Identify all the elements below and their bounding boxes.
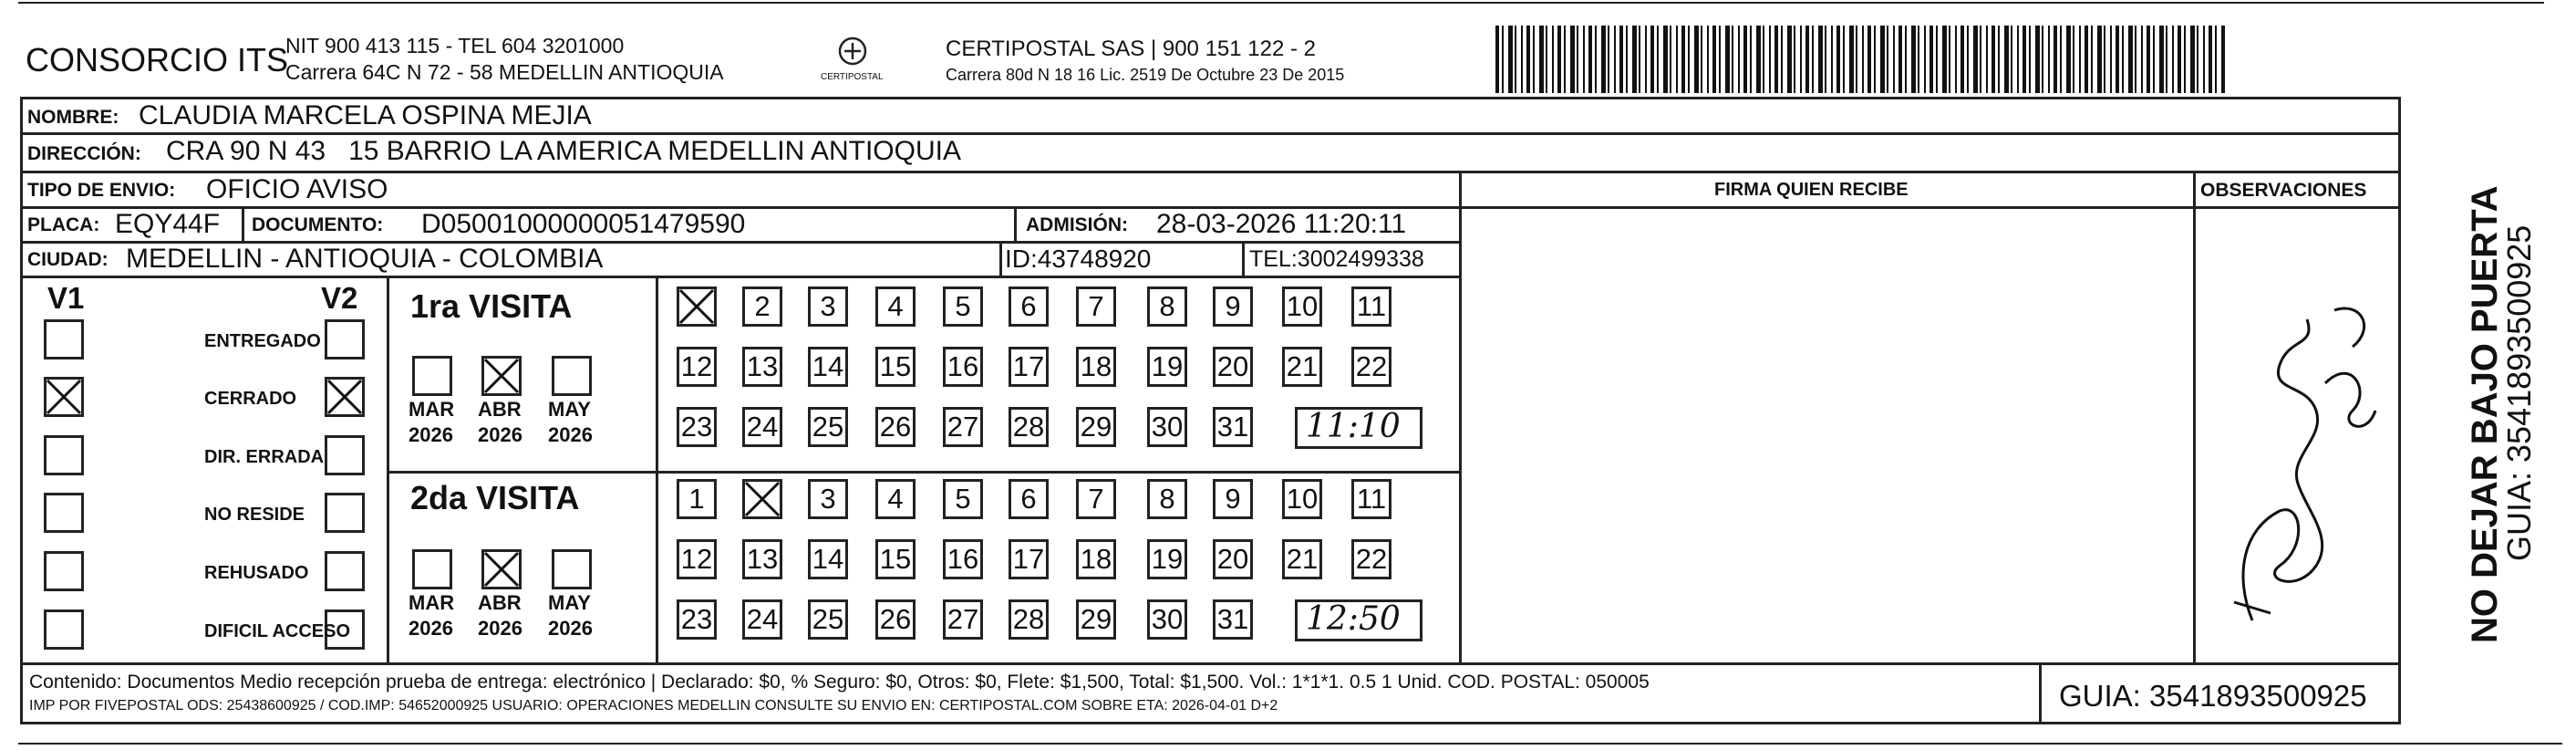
day-cell[interactable]: 15 [875, 347, 916, 387]
day-cell[interactable]: 7 [1076, 286, 1116, 327]
day-cell[interactable]: 17 [1009, 347, 1049, 387]
day-cell[interactable]: 28 [1009, 599, 1049, 640]
observaciones-header: OBSERVACIONES [2200, 180, 2367, 201]
year-label: 2026 [478, 423, 522, 446]
day-cell[interactable]: 20 [1213, 539, 1253, 579]
day-cell[interactable]: 14 [808, 539, 848, 579]
nombre-value: CLAUDIA MARCELA OSPINA MEJIA [139, 100, 592, 130]
day-cell[interactable]: 19 [1147, 347, 1187, 387]
day-cell[interactable]: 1 [677, 479, 717, 519]
company-name: CONSORCIO ITS [26, 41, 289, 78]
day-cell[interactable]: 18 [1076, 347, 1116, 387]
day-cell[interactable]: 16 [943, 347, 983, 387]
side-guia: GUIA: 3541893500925 [2500, 224, 2538, 561]
day-cell[interactable]: 25 [808, 599, 848, 640]
day-cell[interactable]: 29 [1076, 407, 1116, 447]
side-warning: NO DEJAR BAJO PUERTA [2465, 185, 2505, 643]
v2-checkbox[interactable] [325, 435, 365, 475]
day-cell[interactable]: 12 [677, 539, 717, 579]
day-cell[interactable]: 21 [1282, 539, 1322, 579]
month-label: MAY [548, 591, 591, 614]
month-label: MAR [409, 398, 455, 421]
day-cell[interactable]: 23 [677, 407, 717, 447]
day-cell[interactable]: 31 [1213, 407, 1253, 447]
footer-contenido: Contenido: Documentos Medio recepción prueba de entrega: electrónico | Declarado: $0, % Seguro: $0, Otros: $0, Flete: $1,500, Total: $1,500. Vol.: 1*1*1. 0.5 1 Unid. COD. POSTAL: 050005 [29, 672, 1650, 693]
certipostal-line2: Carrera 80d N 18 16 Lic. 2519 De Octubre 23 De 2015 [946, 66, 1345, 84]
month-checkbox[interactable] [552, 356, 592, 396]
day-cell[interactable]: 24 [742, 599, 782, 640]
day-cell[interactable]: 22 [1351, 347, 1391, 387]
id-value: ID:43748920 [1005, 245, 1152, 273]
day-cell[interactable]: 16 [943, 539, 983, 579]
day-cell[interactable]: 12 [677, 347, 717, 387]
tipo-value: OFICIO AVISO [206, 174, 388, 204]
v1-checkbox[interactable] [44, 609, 84, 650]
day-cell[interactable]: 21 [1282, 347, 1322, 387]
barcode [1495, 26, 2225, 93]
tel-value: TEL:3002499338 [1249, 246, 1424, 272]
day-cell[interactable]: 27 [943, 407, 983, 447]
day-cell[interactable]: 10 [1282, 479, 1322, 519]
day-cell[interactable]: 28 [1009, 407, 1049, 447]
day-cell[interactable]: 30 [1147, 407, 1187, 447]
day-cell[interactable]: 13 [742, 539, 782, 579]
day-cell[interactable]: 23 [677, 599, 717, 640]
admision-value: 28-03-2026 11:20:11 [1156, 209, 1407, 239]
day-cell[interactable]: 11 [1351, 479, 1391, 519]
day-cell[interactable]: 26 [875, 407, 916, 447]
v2-checkbox[interactable] [325, 551, 365, 591]
documento-label: DOCUMENTO: [252, 214, 384, 235]
footer-guia: GUIA: 3541893500925 [2059, 679, 2367, 713]
status-label: NO RESIDE [204, 505, 305, 525]
v1-checkbox[interactable] [44, 551, 84, 591]
day-cell[interactable]: 4 [875, 286, 916, 327]
company-address: Carrera 64C N 72 - 58 MEDELLIN ANTIOQUIA [285, 60, 724, 84]
v2-checkbox[interactable] [325, 493, 365, 533]
year-label: 2026 [478, 617, 522, 640]
time-value: 11:10 [1306, 408, 1401, 445]
day-cell[interactable]: 20 [1213, 347, 1253, 387]
month-checkbox[interactable] [412, 356, 452, 396]
day-cell[interactable]: 8 [1147, 479, 1187, 519]
day-cell[interactable]: 19 [1147, 539, 1187, 579]
bottom-rule [18, 743, 2562, 745]
month-label: ABR [478, 591, 522, 614]
v1-checkbox[interactable] [44, 435, 84, 475]
ciudad-value: MEDELLIN - ANTIOQUIA - COLOMBIA [126, 244, 604, 274]
day-cell[interactable]: 22 [1351, 539, 1391, 579]
month-label: MAR [409, 591, 455, 614]
day-cell[interactable]: 8 [1147, 286, 1187, 327]
logo-caption: CERTIPOSTAL [821, 72, 884, 82]
day-cell[interactable]: 7 [1076, 479, 1116, 519]
day-cell[interactable]: 5 [943, 479, 983, 519]
company-nit: NIT 900 413 115 - TEL 604 3201000 [285, 34, 625, 57]
firma-header: FIRMA QUIEN RECIBE [1714, 180, 1909, 200]
month-label: ABR [478, 398, 522, 421]
status-label: DIR. ERRADA [204, 447, 325, 467]
documento-value: D05001000000051479590 [421, 209, 746, 239]
certipostal-line1: CERTIPOSTAL SAS | 900 151 122 - 2 [946, 36, 1316, 61]
year-label: 2026 [409, 423, 453, 446]
first-visit-title: 1ra VISITA [410, 287, 573, 325]
placa-label: PLACA: [27, 214, 100, 235]
placa-value: EQY44F [115, 209, 221, 239]
v2-check-mark [325, 377, 365, 417]
ciudad-label: CIUDAD: [27, 249, 109, 270]
month-checkbox[interactable] [412, 549, 452, 589]
day-cell[interactable]: 11 [1351, 286, 1391, 327]
month-label: MAY [548, 398, 591, 421]
day-cell[interactable]: 18 [1076, 539, 1116, 579]
status-label: CERRADO [204, 389, 297, 409]
day-cell[interactable]: 31 [1213, 599, 1253, 640]
day-cell[interactable]: 3 [808, 286, 848, 327]
day-cell[interactable]: 15 [875, 539, 916, 579]
day-cell[interactable]: 9 [1213, 479, 1253, 519]
status-label: REHUSADO [204, 563, 309, 583]
day-check-mark [677, 286, 717, 327]
day-cell[interactable]: 30 [1147, 599, 1187, 640]
day-cell[interactable]: 17 [1009, 539, 1049, 579]
admision-label: ADMISIÓN: [1026, 214, 1128, 235]
day-cell[interactable]: 27 [943, 599, 983, 640]
day-cell[interactable]: 3 [808, 479, 848, 519]
month-checkbox[interactable] [552, 549, 592, 589]
day-cell[interactable]: 10 [1282, 286, 1322, 327]
day-cell[interactable]: 2 [742, 286, 782, 327]
v1-header: V1 [47, 281, 85, 315]
day-cell[interactable]: 14 [808, 347, 848, 387]
day-cell[interactable]: 29 [1076, 599, 1116, 640]
time-value: 12:50 [1306, 600, 1401, 638]
day-cell[interactable]: 6 [1009, 479, 1049, 519]
signature [2216, 274, 2398, 657]
v1-checkbox[interactable] [44, 493, 84, 533]
year-label: 2026 [409, 617, 453, 640]
v1-checkbox[interactable] [44, 319, 84, 359]
day-cell[interactable]: 25 [808, 407, 848, 447]
status-label: DIFICIL ACCESO [204, 621, 351, 641]
day-cell[interactable]: 4 [875, 479, 916, 519]
footer-imp: IMP POR FIVEPOSTAL ODS: 25438600925 / COD.IMP: 54652000925 USUARIO: OPERACIONES MEDELLIN CONSULTE SU ENVIO EN: CERTIPOSTAL.COM SOBRE ETA: 2026-04-01 D+2 [29, 698, 1278, 714]
status-label: ENTREGADO [204, 331, 321, 351]
day-cell[interactable]: 13 [742, 347, 782, 387]
year-label: 2026 [548, 617, 593, 640]
day-cell[interactable]: 24 [742, 407, 782, 447]
month-check-mark [481, 356, 522, 396]
v2-header: V2 [321, 281, 358, 315]
direccion-label: DIRECCIÓN: [27, 143, 141, 164]
day-check-mark [742, 479, 782, 519]
nombre-label: NOMBRE: [27, 107, 119, 128]
direccion-value: CRA 90 N 43 15 BARRIO LA AMERICA MEDELLIN ANTIOQUIA [166, 136, 961, 166]
top-rule [18, 2, 2544, 4]
day-cell[interactable]: 5 [943, 286, 983, 327]
day-cell[interactable]: 26 [875, 599, 916, 640]
year-label: 2026 [548, 423, 593, 446]
tipo-label: TIPO DE ENVIO: [27, 180, 176, 201]
second-visit-title: 2da VISITA [410, 479, 580, 516]
certipostal-logo [812, 31, 894, 93]
v1-check-mark [44, 377, 84, 417]
day-cell[interactable]: 9 [1213, 286, 1253, 327]
day-cell[interactable]: 6 [1009, 286, 1049, 327]
v2-checkbox[interactable] [325, 319, 365, 359]
month-check-mark [481, 549, 522, 589]
